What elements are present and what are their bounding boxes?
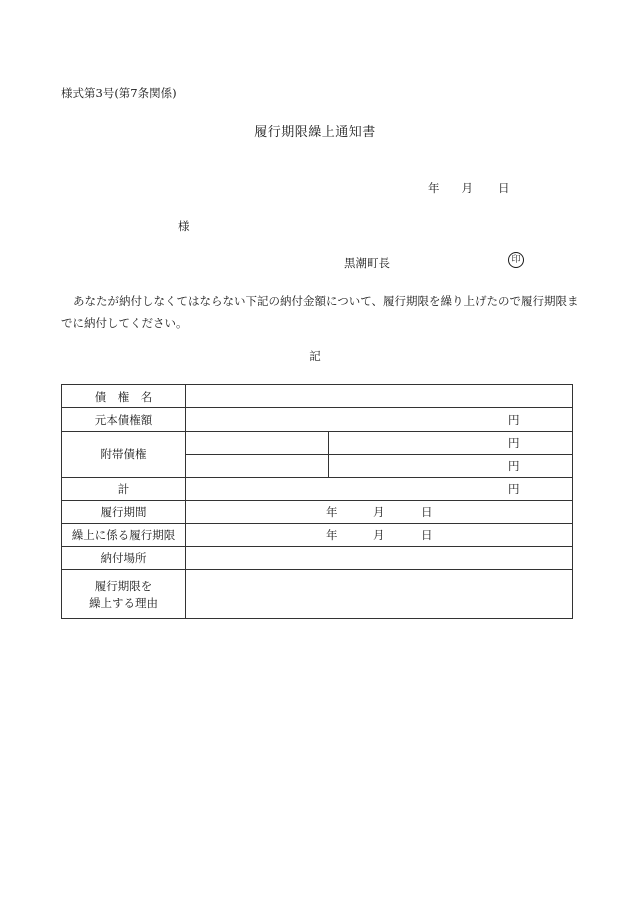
label-due-period: 履行期間 bbox=[100, 505, 147, 519]
row-divider bbox=[62, 477, 572, 478]
yen-unit: 円 bbox=[508, 482, 520, 496]
label-claim-name: 債 権 名 bbox=[94, 390, 153, 404]
label-incidental: 附帯債権 bbox=[100, 447, 147, 461]
label-accelerated-due: 繰上に係る履行期限 bbox=[71, 528, 176, 542]
date-year-label: 年 bbox=[428, 181, 440, 195]
row-divider bbox=[185, 454, 572, 455]
due-period-year-label: 年 bbox=[326, 505, 338, 519]
yen-unit: 円 bbox=[508, 413, 520, 427]
label-reason-line2: 繰上する理由 bbox=[89, 596, 158, 610]
accelerated-day-label: 日 bbox=[421, 528, 433, 542]
document-title: 履行期限繰上通知書 bbox=[254, 125, 376, 140]
notice-body-text: あなたが納付しなくてはならない下記の納付金額について、履行期限を繰り上げたので履行期限までに納付してください。 bbox=[61, 294, 579, 330]
table-label-divider bbox=[185, 385, 186, 618]
row-divider bbox=[62, 546, 572, 547]
form-number: 様式第3号(第7条関係) bbox=[61, 86, 177, 100]
accelerated-month-label: 月 bbox=[373, 528, 385, 542]
issue-date-line bbox=[428, 180, 510, 196]
issuer-title: 黒潮町長 bbox=[344, 256, 390, 270]
seal-mark-icon: 印 bbox=[508, 252, 524, 268]
date-month-label: 月 bbox=[461, 181, 473, 195]
yen-unit: 円 bbox=[508, 436, 520, 450]
due-period-month-label: 月 bbox=[373, 505, 385, 519]
row-divider bbox=[62, 500, 572, 501]
label-principal: 元本債権額 bbox=[94, 413, 153, 427]
row-divider bbox=[62, 407, 572, 408]
due-period-day-label: 日 bbox=[421, 505, 433, 519]
label-total: 計 bbox=[117, 482, 130, 496]
label-reason-line1: 履行期限を bbox=[94, 579, 153, 593]
row-divider bbox=[62, 431, 572, 432]
date-day-label: 日 bbox=[498, 181, 510, 195]
accelerated-year-label: 年 bbox=[326, 528, 338, 542]
recipient-honorific: 様 bbox=[178, 219, 190, 233]
label-payment-place: 納付場所 bbox=[100, 551, 147, 565]
ki-heading: 記 bbox=[309, 349, 321, 363]
row-divider bbox=[62, 569, 572, 570]
detail-table bbox=[61, 384, 573, 619]
row-divider bbox=[62, 523, 572, 524]
yen-unit: 円 bbox=[508, 459, 520, 473]
